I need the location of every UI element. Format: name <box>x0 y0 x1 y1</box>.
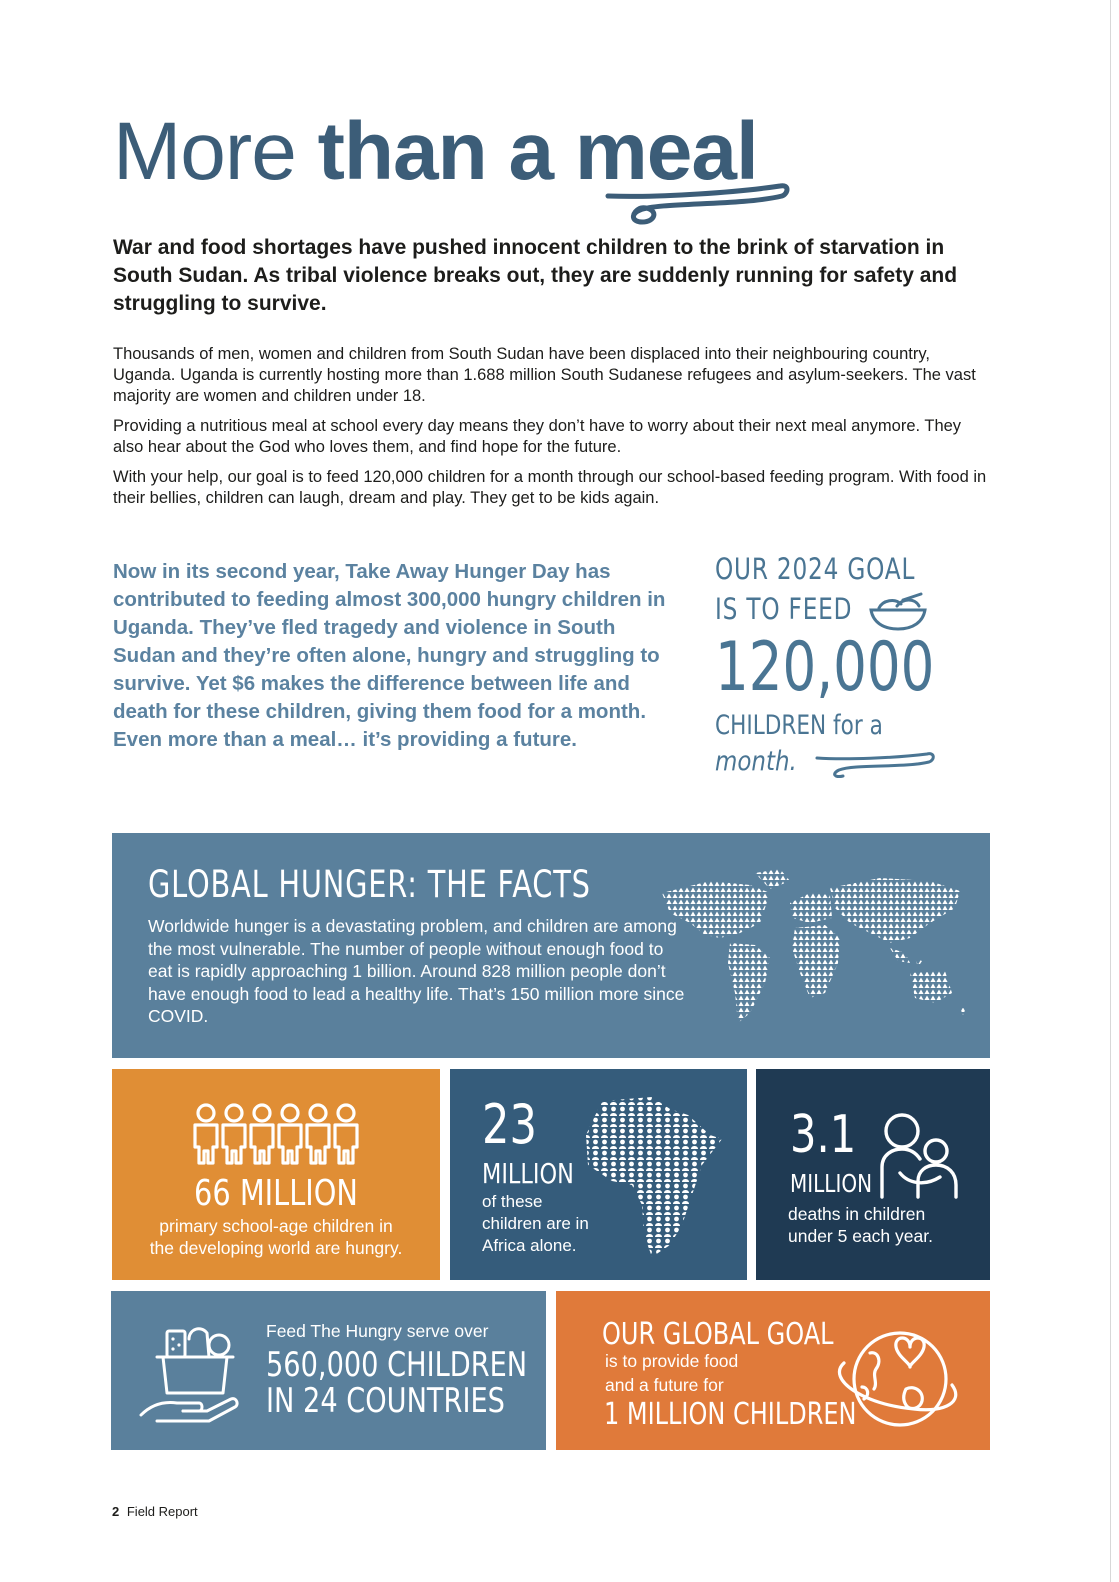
stat-africa-line: Africa alone. <box>482 1236 577 1255</box>
primary-children-stat-tile <box>112 1069 440 1280</box>
body-text <box>113 344 993 518</box>
title-bold: than a meal <box>317 106 758 197</box>
globe-heart-icon <box>834 1323 966 1435</box>
parent-child-icon <box>878 1111 962 1199</box>
global-goal-heading: OUR GLOBAL GOAL <box>602 1317 834 1352</box>
stat-deaths-number: 3.1 <box>790 1105 857 1165</box>
body-paragraph: Providing a nutritious meal at school every day means they don’t have to worry about their next meal anymore. They also hear about the God who loves them, and find hope for the future. <box>113 417 962 456</box>
footer-label: Field Report <box>126 1504 198 1519</box>
facts-text: Worldwide hunger is a devastating problem, and children are among the most vulnerable. The number of people without enough food to eat is rapidly approaching 1 billion. Around 828 million people don’t have enough food to lead a healthy life. That’s 150 million more since COVID. <box>148 916 685 1026</box>
body-paragraph: With your help, our goal is to feed 120,000 children for a month through our school-based feeding program. With food in their bellies, children can laugh, dream and play. They get to be kids again. <box>113 468 987 507</box>
stat-africa-unit: MILLION <box>482 1157 574 1190</box>
intro-paragraph: War and food shortages have pushed innocent children to the brink of starvation in South Sudan. As tribal violence breaks out, they are suddenly running for safety and struggling to survive. <box>113 236 958 315</box>
pull-quote: Now in its second year, Take Away Hunger Day has contributed to feeding almost 300,000 hungry children in Uganda. They’ve fled tragedy and violence in South Sudan and they’re often alone, hungry and struggling to survive. Yet $6 makes the difference between life and death for these children, giving them food for a month. Even more than a meal… it’s providing a future. <box>113 560 666 751</box>
swirl-underline-icon <box>815 746 940 778</box>
goal-line-4: CHILDREN for a <box>715 710 883 741</box>
body-paragraph: Thousands of men, women and children from South Sudan have been displaced into their neighbouring country, Uganda. Uganda is currently hosting more than 1.688 million South Sudanese refugees and asylum-seekers. The vast majority are women and children under 18. <box>113 345 976 405</box>
stat-africa-number: 23 <box>482 1093 537 1156</box>
global-goal-figure: 1 MILLION CHILDREN <box>604 1397 857 1432</box>
stat-primary-figure: 66 MILLION <box>194 1173 358 1214</box>
food-box-hand-icon <box>137 1321 241 1427</box>
page-number: 2 <box>112 1504 120 1519</box>
deaths-stat-tile <box>756 1069 990 1280</box>
bowl-icon <box>867 592 929 632</box>
stat-africa-line: children are in <box>482 1214 589 1233</box>
goal-line-2: IS TO FEED <box>715 592 853 626</box>
global-goal-text <box>605 1349 738 1397</box>
footer <box>112 1504 198 1519</box>
global-goal-line: is to provide food <box>605 1351 739 1371</box>
stat-africa-text <box>482 1191 589 1257</box>
stat-deaths-line: under 5 each year. <box>788 1226 933 1246</box>
stat-deaths-text <box>788 1203 933 1247</box>
children-row-icon <box>192 1101 364 1167</box>
feed-intro: Feed The Hungry serve over <box>266 1321 489 1341</box>
goal-2024-callout <box>715 550 1015 790</box>
facts-heading: GLOBAL HUNGER: THE FACTS <box>148 863 591 906</box>
africa-map-dots-icon <box>582 1095 732 1261</box>
feed-line-1: 560,000 CHILDREN <box>266 1345 528 1385</box>
global-hunger-facts-tile <box>112 833 990 1058</box>
stat-africa-line: of these <box>482 1192 543 1211</box>
feed-line-2: IN 24 COUNTRIES <box>266 1381 505 1421</box>
title-light: More <box>113 106 296 197</box>
page-edge <box>1110 0 1111 1582</box>
feed-the-hungry-tile <box>111 1291 546 1450</box>
global-goal-line: and a future for <box>605 1375 724 1395</box>
africa-stat-tile <box>450 1069 747 1280</box>
stat-deaths-line: deaths in children <box>788 1204 926 1224</box>
world-map-dots-icon <box>660 863 972 1043</box>
global-goal-tile <box>556 1291 990 1450</box>
stat-primary-line: primary school-age children in <box>159 1216 393 1236</box>
goal-line-1: OUR 2024 GOAL <box>715 552 916 586</box>
stat-primary-text <box>112 1215 440 1259</box>
stat-primary-line: the developing world are hungry. <box>149 1238 403 1258</box>
goal-line-5: month. <box>715 746 797 777</box>
goal-number: 120,000 <box>715 628 935 707</box>
stat-deaths-unit: MILLION <box>790 1169 873 1198</box>
swirl-underline-icon <box>600 172 800 228</box>
